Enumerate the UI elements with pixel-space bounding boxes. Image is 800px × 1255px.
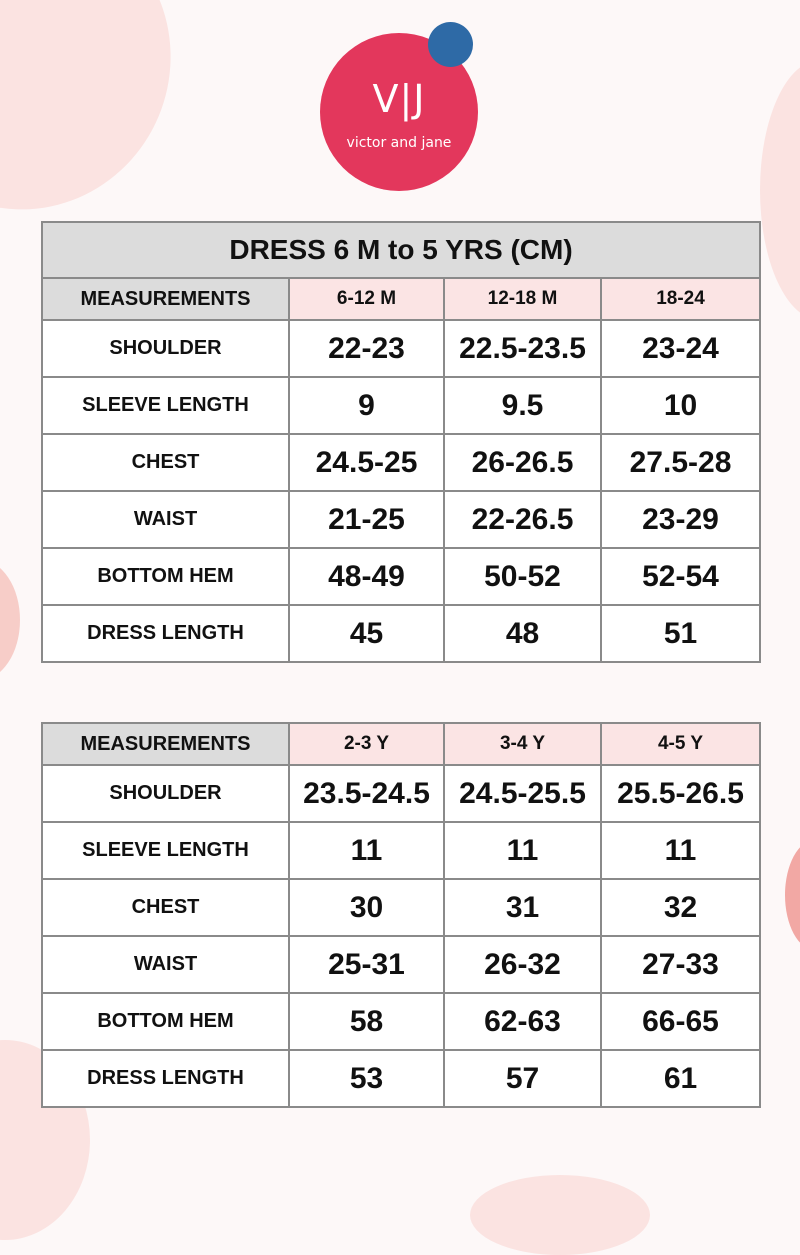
cell-value: 50-52 [444, 548, 601, 605]
row-label: DRESS LENGTH [42, 605, 289, 662]
cell-value: 62-63 [444, 993, 601, 1050]
cell-value: 23-29 [601, 491, 760, 548]
row-label: CHEST [42, 879, 289, 936]
cell-value: 45 [289, 605, 444, 662]
cell-value: 25.5-26.5 [601, 765, 760, 822]
age-header: 4-5 Y [601, 723, 760, 765]
size-table-infant [41, 221, 761, 663]
table-title: DRESS 6 M to 5 YRS (CM) [42, 222, 760, 278]
logo-dot [428, 22, 473, 67]
cell-value: 48 [444, 605, 601, 662]
cell-value: 24.5-25 [289, 434, 444, 491]
age-header: 3-4 Y [444, 723, 601, 765]
cell-value: 61 [601, 1050, 760, 1107]
table-row [42, 879, 760, 936]
row-label: CHEST [42, 434, 289, 491]
cell-value: 22-23 [289, 320, 444, 377]
age-header: 12-18 M [444, 278, 601, 320]
row-label: SHOULDER [42, 765, 289, 822]
background-blob [760, 60, 800, 320]
background-blob [0, 0, 213, 251]
table-header-row [42, 278, 760, 320]
background-blob [0, 560, 20, 680]
cell-value: 57 [444, 1050, 601, 1107]
table-row [42, 765, 760, 822]
logo-mark: V|J [372, 77, 426, 121]
cell-value: 27.5-28 [601, 434, 760, 491]
row-label: SHOULDER [42, 320, 289, 377]
table-row [42, 822, 760, 879]
cell-value: 58 [289, 993, 444, 1050]
age-header: 18-24 [601, 278, 760, 320]
cell-value: 26-32 [444, 936, 601, 993]
table-header-row [42, 723, 760, 765]
row-label: BOTTOM HEM [42, 993, 289, 1050]
measurements-header: MEASUREMENTS [42, 723, 289, 765]
cell-value: 11 [289, 822, 444, 879]
cell-value: 66-65 [601, 993, 760, 1050]
brand-logo [320, 33, 478, 191]
background-blob [470, 1175, 650, 1255]
cell-value: 31 [444, 879, 601, 936]
table-row [42, 1050, 760, 1107]
table-row [42, 377, 760, 434]
row-label: BOTTOM HEM [42, 548, 289, 605]
cell-value: 53 [289, 1050, 444, 1107]
cell-value: 26-26.5 [444, 434, 601, 491]
row-label: DRESS LENGTH [42, 1050, 289, 1107]
cell-value: 27-33 [601, 936, 760, 993]
row-label: SLEEVE LENGTH [42, 377, 289, 434]
cell-value: 24.5-25.5 [444, 765, 601, 822]
row-label: SLEEVE LENGTH [42, 822, 289, 879]
age-header: 6-12 M [289, 278, 444, 320]
cell-value: 11 [601, 822, 760, 879]
table-row [42, 491, 760, 548]
cell-value: 11 [444, 822, 601, 879]
table-row [42, 548, 760, 605]
cell-value: 22.5-23.5 [444, 320, 601, 377]
cell-value: 32 [601, 879, 760, 936]
cell-value: 23-24 [601, 320, 760, 377]
logo-brand-name: victor and jane [346, 135, 452, 151]
cell-value: 48-49 [289, 548, 444, 605]
cell-value: 9 [289, 377, 444, 434]
table-row [42, 434, 760, 491]
table-row [42, 936, 760, 993]
cell-value: 52-54 [601, 548, 760, 605]
cell-value: 21-25 [289, 491, 444, 548]
table-row [42, 993, 760, 1050]
cell-value: 30 [289, 879, 444, 936]
row-label: WAIST [42, 936, 289, 993]
table-row [42, 605, 760, 662]
age-header: 2-3 Y [289, 723, 444, 765]
table-row [42, 320, 760, 377]
cell-value: 25-31 [289, 936, 444, 993]
row-label: WAIST [42, 491, 289, 548]
cell-value: 22-26.5 [444, 491, 601, 548]
size-table-toddler [41, 722, 761, 1108]
cell-value: 9.5 [444, 377, 601, 434]
measurements-header: MEASUREMENTS [42, 278, 289, 320]
cell-value: 23.5-24.5 [289, 765, 444, 822]
cell-value: 51 [601, 605, 760, 662]
background-blob [785, 840, 800, 950]
cell-value: 10 [601, 377, 760, 434]
table-title-row [42, 222, 760, 278]
